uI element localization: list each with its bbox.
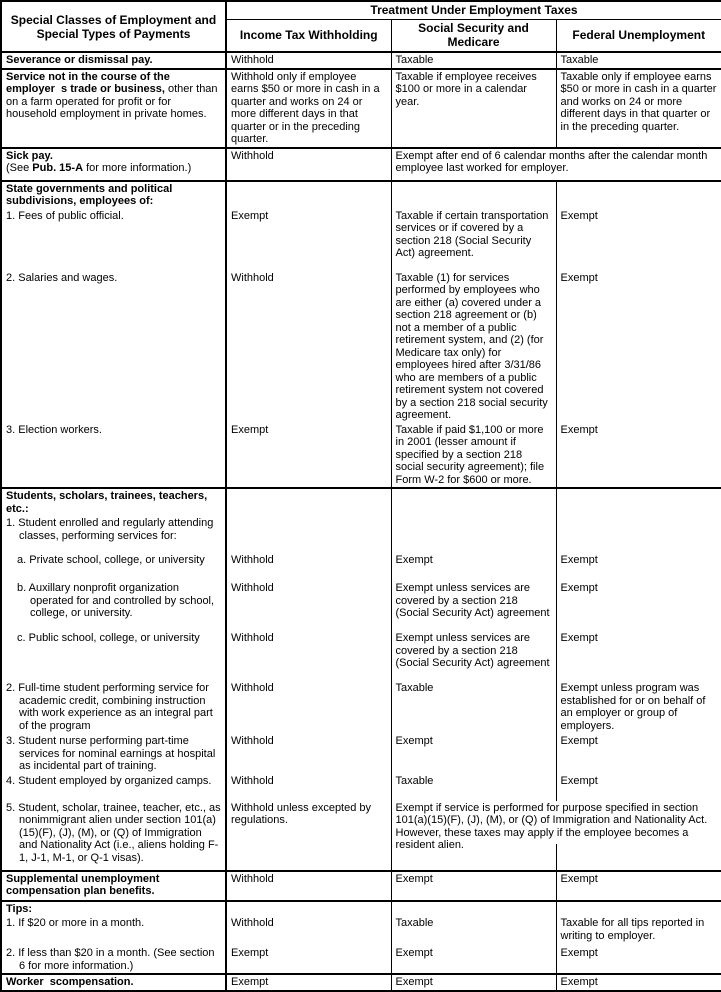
service-label-rest: other than on a farm operated for profit or for household employment in private homes. [6,83,218,120]
state-item2-futa-cell: Exempt [556,271,721,423]
students-5-itw-cell: Withhold unless excepted by regulations. [226,801,391,871]
row-students-intro [1,516,721,553]
row-students-item-a [1,553,721,581]
row-students-heading [1,488,721,516]
row-sick-pay [1,148,721,181]
state-item1-label: 1. Fees of public official. [6,209,124,222]
header-federal-unemployment: Federal Unemployment [556,19,721,52]
tips-1-ss-cell: Taxable [391,916,556,946]
tips-heading-cell [1,901,226,917]
tips-1-futa-cell: Taxable for all tips reported in writing to employer. [556,916,721,946]
severance-label-cell [1,52,226,69]
row-state-item-1 [1,209,721,271]
empty-cell [391,181,556,209]
tips-2-futa-cell: Exempt [556,946,721,974]
row-tips-item-2 [1,946,721,974]
section-students [1,488,721,871]
tips-1-label-cell [1,916,226,946]
students-a-label-cell [1,553,226,581]
empty-cell [226,901,391,917]
service-label-bold: Service not in the course of the employer s trade or business, [6,70,170,95]
students-3-itw-cell: Withhold [226,734,391,774]
state-item1-ss-cell: Taxable if certain transportation services or if covered by a section 218 (Social Security Act) agreement. [391,209,556,271]
students-4-label-cell [1,774,226,801]
row-severance [1,52,721,69]
workers-comp-itw-cell: Exempt [226,974,391,991]
row-tips-item-1 [1,916,721,946]
row-state-item-3 [1,423,721,489]
sick-pay-itw-cell: Withhold [226,148,391,181]
tips-2-ss-cell: Exempt [391,946,556,974]
row-service [1,69,721,148]
students-heading-cell [1,488,226,516]
row-supplemental [1,871,721,901]
row-students-item-2 [1,681,721,734]
state-item3-itw-cell: Exempt [226,423,391,489]
tips-2-label-cell [1,946,226,974]
state-item2-label: 2. Salaries and wages. [6,271,118,284]
students-3-label: 3. Student nurse performing part-time services for nominal earnings at hospital as incidental part of training. [6,735,216,772]
empty-cell [556,901,721,917]
students-c-itw-cell: Withhold [226,631,391,681]
students-4-ss-cell: Taxable [391,774,556,801]
state-heading-label: State governments and political subdivisions, employees of: [6,182,173,207]
students-5-label-cell [1,801,226,871]
students-c-label: c. Public school, college, or university [17,632,200,644]
students-2-futa-cell: Exempt unless program was established for or on behalf of an employer or group of employers. [556,681,721,734]
tips-2-label: 2. If less than $20 in a month. (See section 6 for more information.) [6,947,215,972]
header-special-classes: Special Classes of Employment and Special Types of Payments [1,1,226,52]
severance-itw-cell: Withhold [226,52,391,69]
severance-futa-cell: Taxable [556,52,721,69]
sick-pay-merged-cell: Exempt after end of 6 calendar months after the calendar month employee last worked for employer. [391,148,721,181]
service-label-cell [1,69,226,148]
workers-comp-label-cell [1,974,226,991]
empty-cell [391,901,556,917]
empty-cell [391,516,556,553]
students-intro-cell [1,516,226,553]
row-state-item-2 [1,271,721,423]
students-a-futa-cell: Exempt [556,553,721,581]
students-3-ss-cell: Exempt [391,734,556,774]
section-supplemental [1,871,721,901]
students-c-futa-cell: Exempt [556,631,721,681]
section-severance [1,52,721,69]
students-b-itw-cell: Withhold [226,581,391,631]
section-workers-compensation [1,974,721,991]
students-c-ss-cell: Exempt unless services are covered by a section 218 (Social Security Act) agreement [391,631,556,681]
state-item3-futa-cell: Exempt [556,423,721,489]
header-social-security-medicare: Social Security and Medicare [391,19,556,52]
state-item1-label-cell [1,209,226,271]
row-students-item-5 [1,801,721,871]
students-4-label: 4. Student employed by organized camps. [6,774,212,787]
section-state-governments [1,181,721,489]
state-item2-ss-cell: Taxable (1) for services performed by employees who are either (a) covered under a section 218 agreement or (b) not a member of a public retirement system, and (2) (for Medicare tax only) for employees hired after 3/31/86 who are members of a public retirement system not covered by a section 218 social security agreement. [391,271,556,423]
students-2-itw-cell: Withhold [226,681,391,734]
students-2-label-cell [1,681,226,734]
empty-cell [556,516,721,553]
students-5-merged-cell [391,801,721,871]
service-ss-cell: Taxable if employee receives $100 or more in a calendar year. [391,69,556,148]
row-students-item-b [1,581,721,631]
workers-comp-label: Worker scompensation. [6,976,134,988]
students-b-futa-cell: Exempt [556,581,721,631]
sick-pay-label-cell [1,148,226,181]
row-workers-compensation [1,974,721,991]
students-3-label-cell [1,734,226,774]
section-sick-pay [1,148,721,181]
empty-cell [556,488,721,516]
state-item2-itw-cell: Withhold [226,271,391,423]
empty-cell [391,488,556,516]
state-item3-ss-cell: Taxable if paid $1,100 or more in 2001 (lesser amount if specified by a section 218 social security agreement); file Form W-2 for $600 or more. [391,423,556,489]
supplemental-label-cell [1,871,226,901]
row-tips-heading [1,901,721,917]
students-3-futa-cell: Exempt [556,734,721,774]
table-header [1,1,721,52]
students-5-merged-text: Exempt if service is performed for purpose specified in section 101(a)(15)(F), (J), (M), or (Q) of Immigration and Nationality Act. However, these taxes may apply if the employee becomes a resident alien. [395,801,708,851]
supplemental-ss-cell: Exempt [391,871,556,901]
supplemental-futa-cell: Exempt [556,871,721,901]
students-b-ss-cell: Exempt unless services are covered by a section 218 (Social Security Act) agreement [391,581,556,631]
empty-cell [226,181,391,209]
state-heading-cell [1,181,226,209]
empty-cell [556,181,721,209]
column-divider-artifact [556,844,557,870]
supplemental-label: Supplemental unemployment compensation plan benefits. [6,872,160,897]
row-students-item-4 [1,774,721,801]
students-b-label-cell [1,581,226,631]
students-a-itw-cell: Withhold [226,553,391,581]
severance-ss-cell: Taxable [391,52,556,69]
students-a-label: a. Private school, college, or university [17,554,205,566]
students-4-itw-cell: Withhold [226,774,391,801]
sick-pay-note-pub: Pub. 15-A [32,162,84,174]
sick-pay-note-pre: (See [6,162,33,174]
service-futa-cell: Taxable only if employee earns $50 or more in cash in a quarter and works on 24 or more different days in that quarter or in the preceding quarter. [556,69,721,148]
state-item1-futa-cell: Exempt [556,209,721,271]
students-c-label-cell [1,631,226,681]
students-heading-label: Students, scholars, trainees, teachers, etc.: [6,490,208,515]
workers-comp-futa-cell: Exempt [556,974,721,991]
tips-1-itw-cell: Withhold [226,916,391,946]
supplemental-itw-cell: Withhold [226,871,391,901]
sick-pay-label: Sick pay. [6,149,53,162]
tips-heading-label: Tips: [6,902,33,915]
students-intro-label: 1. Student enrolled and regularly attending classes, performing services for: [6,517,214,542]
students-4-futa-cell: Exempt [556,774,721,801]
students-5-label: 5. Student, scholar, trainee, teacher, etc., as nonimmigrant alien under section 101(a)(15)(F), (J), (M), or (Q) of Immigration and Nationality Act (i.e., aliens holding F-1, J-1, M-1, or Q-1 visas). [6,801,221,864]
row-state-heading [1,181,721,209]
severance-label: Severance or dismissal pay. [6,54,153,66]
row-students-item-c [1,631,721,681]
section-service-not-in-course [1,69,721,148]
state-item2-label-cell [1,271,226,423]
students-2-ss-cell: Taxable [391,681,556,734]
tips-1-label: 1. If $20 or more in a month. [6,917,145,929]
row-students-item-3 [1,734,721,774]
state-item1-itw-cell: Exempt [226,209,391,271]
service-itw-cell: Withhold only if employee earns $50 or more in cash in a quarter and works on 24 or more different days in that quarter or in the preceding quarter. [226,69,391,148]
header-income-tax-withholding: Income Tax Withholding [226,19,391,52]
students-2-label: 2. Full-time student performing service for academic credit, combining instruction with work experience as an integral part of the program [6,682,213,732]
header-treatment-span: Treatment Under Employment Taxes [226,1,721,19]
state-item3-label-cell [1,423,226,489]
students-a-ss-cell: Exempt [391,553,556,581]
empty-cell [226,516,391,553]
empty-cell [226,488,391,516]
workers-comp-ss-cell: Exempt [391,974,556,991]
tips-2-itw-cell: Exempt [226,946,391,974]
state-item3-label: 3. Election workers. [6,423,102,436]
students-b-label: b. Auxillary nonprofit organization operated for and controlled by school, college, or university. [17,582,215,619]
sick-pay-note-post: for more information.) [83,162,192,174]
